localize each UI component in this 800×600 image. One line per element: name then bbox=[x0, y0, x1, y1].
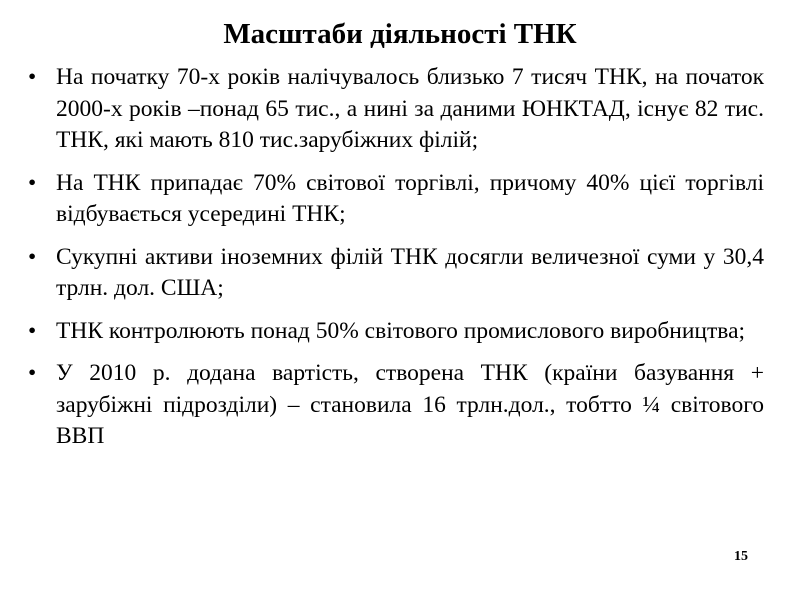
bullet-text: Сукупні активи іноземних філій ТНК досягли величезної суми у 30,4 трлн. дол. США; bbox=[56, 243, 764, 301]
bullet-list bbox=[28, 62, 764, 464]
bullet-item bbox=[28, 316, 764, 348]
bullet-dot-icon: • bbox=[28, 169, 37, 196]
bullet-dot-icon: • bbox=[28, 243, 37, 270]
slide-title: Масштаби діяльності ТНК bbox=[223, 18, 577, 50]
bullet-dot-icon: • bbox=[28, 360, 37, 386]
bullet-text: На початку 70-х років налічувалось близько 7 тисяч ТНК, на початок 2000-х років –понад 65 тис., а нині за даними ЮНКТАД, існує 82 тис. ТНК, які мають 810 тис.зарубіжних філій; bbox=[56, 64, 764, 153]
page-number: 15 bbox=[734, 549, 748, 564]
bullet-dot-icon: • bbox=[28, 64, 37, 90]
bullet-item bbox=[28, 62, 764, 157]
bullet-item bbox=[28, 358, 764, 453]
bullet-dot-icon: • bbox=[28, 317, 37, 344]
bullet-item bbox=[28, 168, 764, 231]
bullet-text: На ТНК припадає 70% світової торгівлі, причому 40% цієї торгівлі відбувається усередині ТНК; bbox=[56, 169, 764, 227]
bullet-item bbox=[28, 242, 764, 305]
bullet-text: ТНК контролюють понад 50% світового промислового виробництва; bbox=[56, 317, 746, 344]
bullet-text: У 2010 р. додана вартість, створена ТНК (країни базування + зарубіжні підрозділи) – становила 16 трлн.дол., тобтто ¼ світового ВВП bbox=[56, 360, 764, 449]
